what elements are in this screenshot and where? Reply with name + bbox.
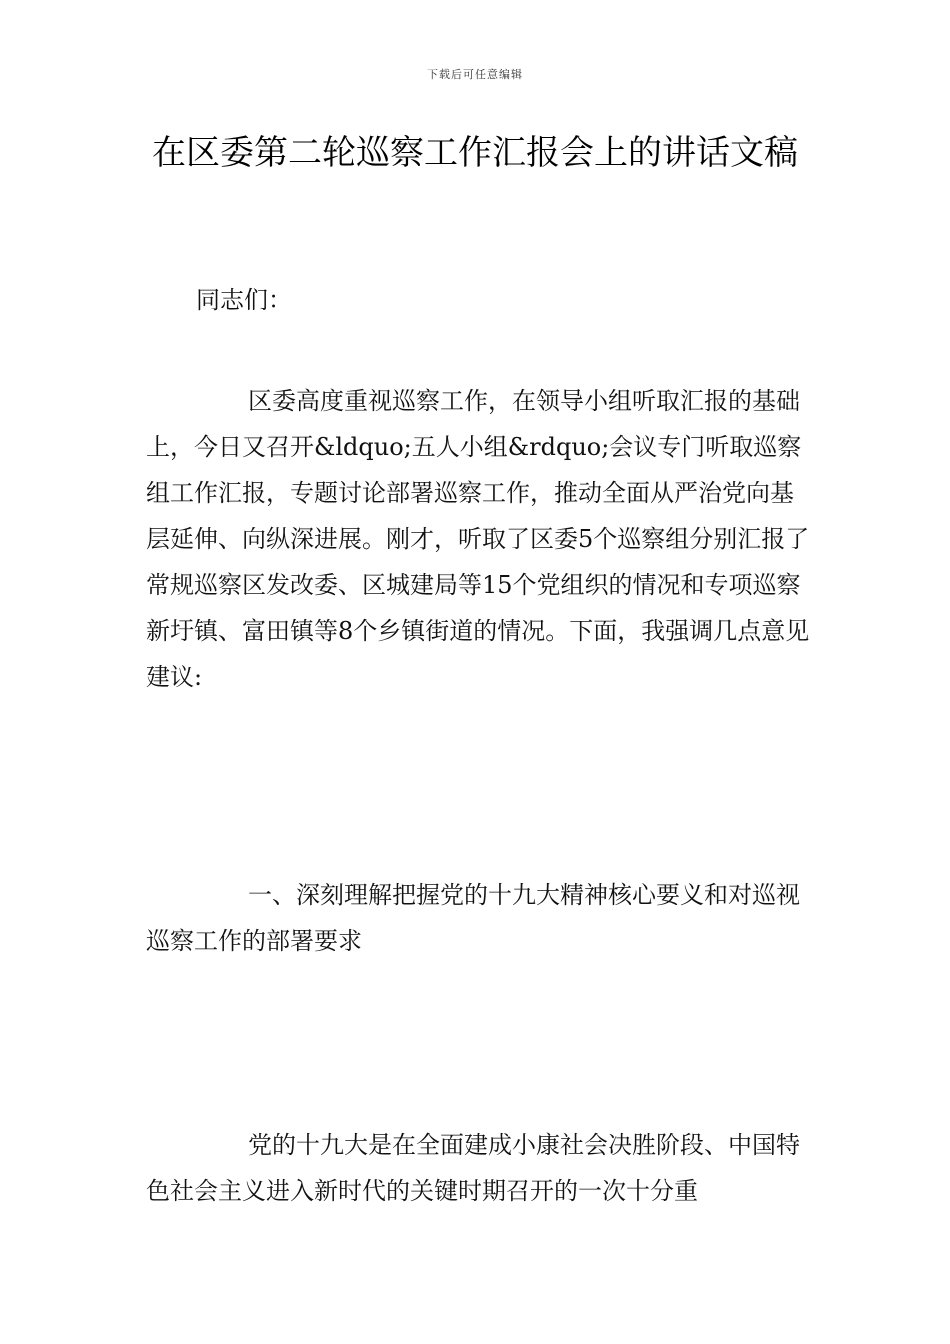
- paragraph-intro: 区委高度重视巡察工作，在领导小组听取汇报的基础上，今日又召开&ldquo;五人小组&rdquo;会议专门听取巡察组工作汇报，专题讨论部署巡察工作，推动全面从严治党向基层延伸、向纵深进展。刚才，听取了区委5个巡察组分别汇报了常规巡察区发改委、区城建局等15个党组织的情况和专项巡察新圩镇、富田镇等8个乡镇街道的情况。下面，我强调几点意见建议:: [146, 387, 810, 691]
- header-note: 下载后可任意编辑: [427, 68, 523, 81]
- paragraph-section-1: 党的十九大是在全面建成小康社会决胜阶段、中国特色社会主义进入新时代的关键时期召开的一次十分重: [146, 1131, 800, 1205]
- salutation: 同志们：: [196, 286, 292, 314]
- section-heading-1: 一、深刻理解把握党的十九大精神核心要义和对巡视巡察工作的部署要求: [146, 881, 800, 955]
- document-title: 在区委第二轮巡察工作汇报会上的讲话文稿: [152, 133, 798, 173]
